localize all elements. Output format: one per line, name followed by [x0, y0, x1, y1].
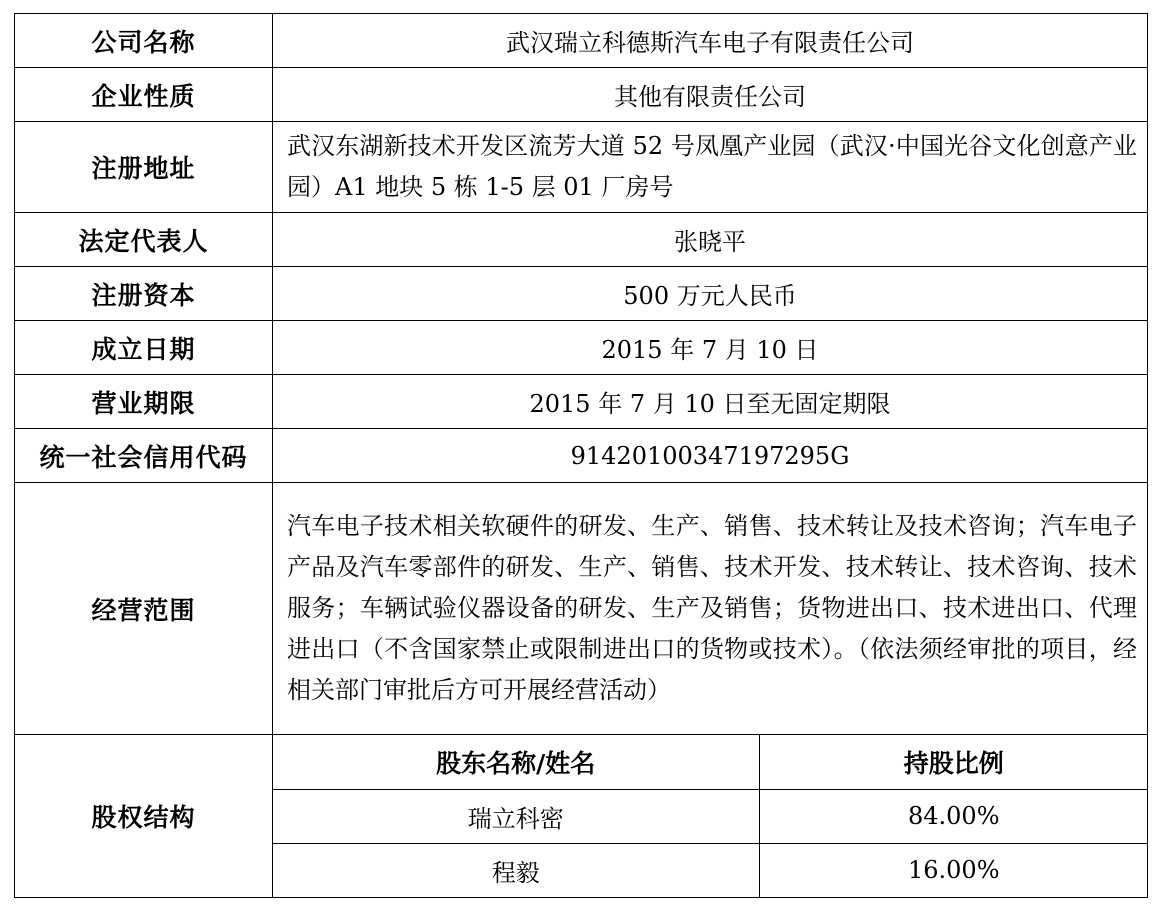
holder-ratio: 16.00% — [907, 856, 1000, 885]
label-credit-code: 统一社会信用代码 — [15, 429, 273, 483]
label-enterprise-type: 企业性质 — [15, 68, 273, 122]
table-row — [15, 213, 1148, 267]
label-company-name: 公司名称 — [15, 14, 273, 68]
company-info-table — [14, 13, 1148, 898]
table-row — [15, 429, 1148, 483]
table-row — [15, 267, 1148, 321]
value-enterprise-type: 其他有限责任公司 — [273, 68, 1148, 122]
value-legal-representative: 张晓平 — [273, 213, 1148, 267]
label-business-term: 营业期限 — [15, 375, 273, 429]
value-established-date: 2015 年 7 月 10 日 — [273, 321, 1148, 375]
table-row — [15, 122, 1148, 213]
label-registered-address: 注册地址 — [15, 122, 273, 213]
equity-structure-cell — [273, 735, 1148, 898]
value-company-name: 武汉瑞立科德斯汽车电子有限责任公司 — [273, 14, 1148, 68]
value-registered-capital: 500 万元人民币 — [273, 267, 1148, 321]
value-business-term: 2015 年 7 月 10 日至无固定期限 — [273, 375, 1148, 429]
table-row — [15, 483, 1148, 735]
value-business-scope: 汽车电子技术相关软硬件的研发、生产、销售、技术转让及技术咨询；汽车电子产品及汽车零部件的研发、生产、销售、技术开发、技术转让、技术咨询、技术服务；车辆试验仪器设备的研发、生产及销售；货物进出口、技术进出口、代理进出口（不含国家禁止或限制进出口的货物或技术）。（依法须经审批的项目，经相关部门审批后方可开展经营活动） — [273, 483, 1148, 735]
label-legal-representative: 法定代表人 — [15, 213, 273, 267]
table-row — [273, 789, 1148, 843]
equity-header-ratio: 持股比例 — [759, 735, 1148, 789]
table-row — [15, 14, 1148, 68]
equity-header-row — [273, 735, 1148, 789]
value-credit-code: 91420100347197295G — [273, 429, 1148, 483]
table-row — [273, 843, 1148, 897]
equity-header-name: 股东名称/姓名 — [273, 735, 759, 789]
label-business-scope: 经营范围 — [15, 483, 273, 735]
holder-name: 瑞立科密 — [273, 789, 759, 843]
value-registered-address: 武汉东湖新技术开发区流芳大道 52 号凤凰产业园（武汉·中国光谷文化创意产业园）A1 地块 5 栋 1-5 层 01 厂房号 — [273, 122, 1148, 213]
equity-table — [273, 735, 1148, 897]
table-row — [15, 68, 1148, 122]
table-row — [15, 321, 1148, 375]
holder-ratio: 84.00% — [759, 789, 1148, 843]
table-row — [15, 735, 1148, 898]
label-equity-structure: 股权结构 — [15, 735, 273, 898]
table-row — [15, 375, 1148, 429]
holder-name: 程毅 — [273, 843, 759, 897]
label-established-date: 成立日期 — [15, 321, 273, 375]
label-registered-capital: 注册资本 — [15, 267, 273, 321]
